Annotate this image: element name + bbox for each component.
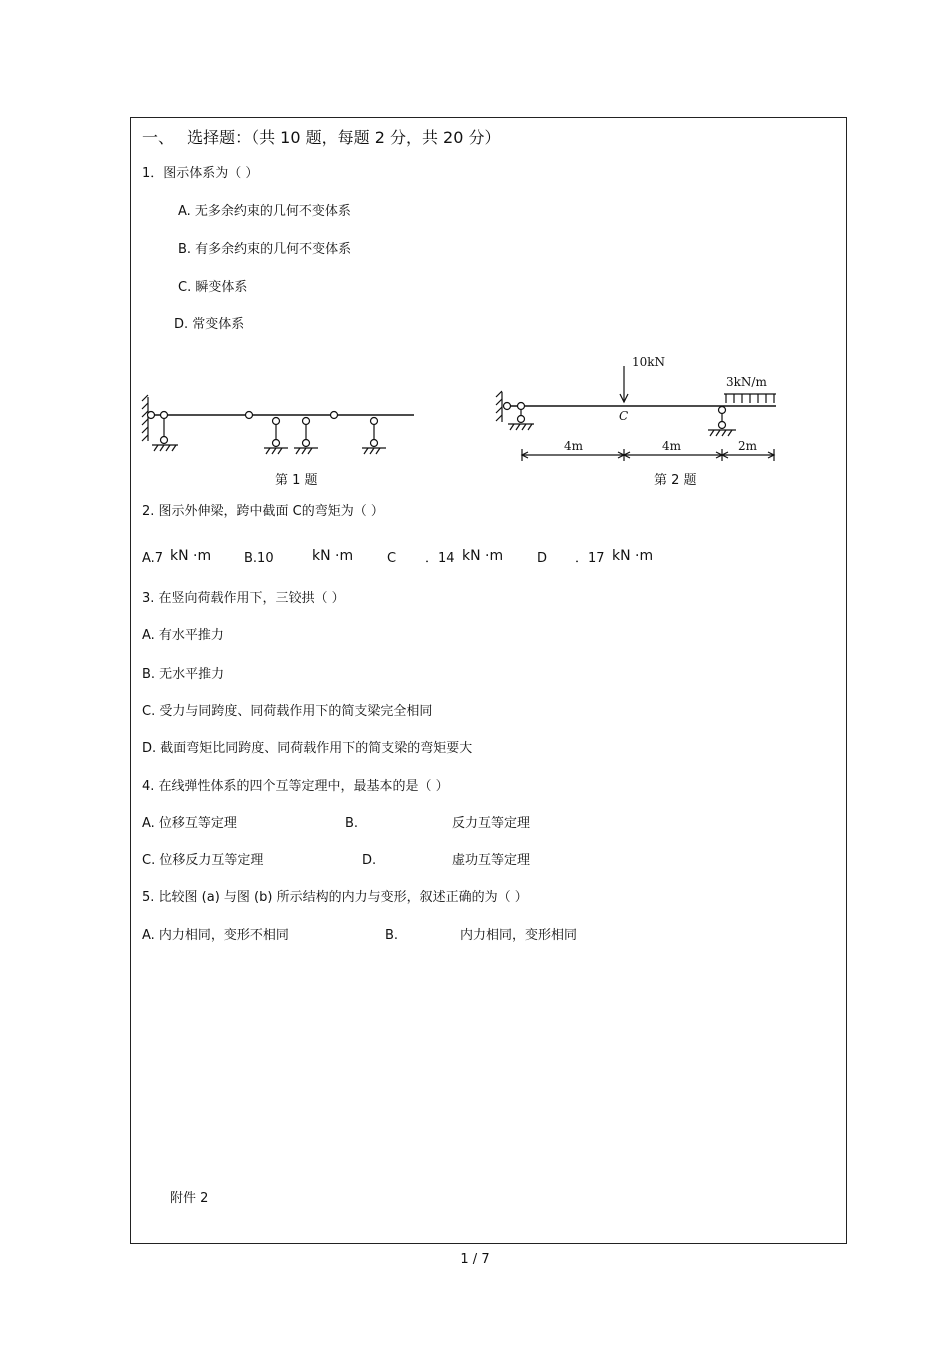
q2-unit-b: kN ·m	[312, 548, 354, 564]
q3-option-b: B. 无水平推力	[142, 667, 225, 682]
q4-option-c: C. 位移反力互等定理	[142, 853, 264, 868]
q2-option-c: C	[387, 551, 397, 566]
q2-option-d: D	[537, 551, 548, 566]
q1-stem: 1．图示体系为（ ）	[142, 166, 259, 181]
q1-option-a: A. 无多余约束的几何不变体系	[178, 204, 351, 219]
q4-option-b: 反力互等定理	[452, 816, 531, 831]
section-title: 一、 选择题：（共 10 题，每题 2 分，共 20 分）	[142, 128, 501, 147]
figure-2-point-load: 10kN	[632, 355, 666, 369]
page-number: 1 / 7	[460, 1252, 490, 1267]
q2-value-d: ．17	[575, 551, 605, 566]
figure-2-distributed-load: 3kN/m	[726, 375, 767, 389]
figure-2-caption: 第 2 题	[654, 473, 697, 488]
q4-option-d: 虚功互等定理	[452, 853, 531, 868]
q2-value-c: ．14	[425, 551, 455, 566]
attachment-label: 附件 2	[170, 1191, 209, 1206]
q2-option-b: B.10	[244, 551, 274, 566]
q4-stem: 4. 在线弹性体系的四个互等定理中，最基本的是（ ）	[142, 779, 449, 794]
q2-unit-d: kN ·m	[612, 548, 654, 564]
figure-1	[138, 385, 428, 465]
figure-2	[488, 350, 788, 470]
figure-2-dim-3: 2m	[738, 439, 758, 453]
q1-option-b: B. 有多余约束的几何不变体系	[178, 242, 352, 257]
figure-2-point-c: C	[619, 409, 629, 423]
q2-stem: 2. 图示外伸梁，跨中截面 C的弯矩为（ ）	[142, 504, 384, 519]
q4-option-b-letter: B.	[345, 816, 359, 831]
q1-option-c: C. 瞬变体系	[178, 280, 248, 295]
figure-1-caption: 第 1 题	[275, 473, 318, 488]
q2-unit-a: kN ·m	[170, 548, 212, 564]
q4-option-d-letter: D.	[362, 853, 377, 868]
q5-stem: 5. 比较图 (a) 与图 (b) 所示结构的内力与变形，叙述正确的为（ ）	[142, 890, 528, 905]
q1-option-d: D. 常变体系	[174, 317, 245, 332]
q5-option-b-letter: B.	[385, 928, 399, 943]
q3-option-a: A. 有水平推力	[142, 628, 224, 643]
figure-2-dim-2: 4m	[662, 439, 682, 453]
q3-option-c: C. 受力与同跨度、同荷载作用下的简支梁完全相同	[142, 704, 433, 719]
q5-option-a: A. 内力相同，变形不相同	[142, 928, 289, 943]
q3-option-d: D. 截面弯矩比同跨度、同荷载作用下的简支梁的弯矩要大	[142, 741, 473, 756]
figure-2-dim-1: 4m	[564, 439, 584, 453]
q3-stem: 3. 在竖向荷载作用下，三铰拱（ ）	[142, 591, 345, 606]
q5-option-b: 内力相同，变形相同	[460, 928, 578, 943]
q2-unit-c: kN ·m	[462, 548, 504, 564]
q2-option-a: A.7	[142, 551, 164, 566]
q4-option-a: A. 位移互等定理	[142, 816, 237, 831]
